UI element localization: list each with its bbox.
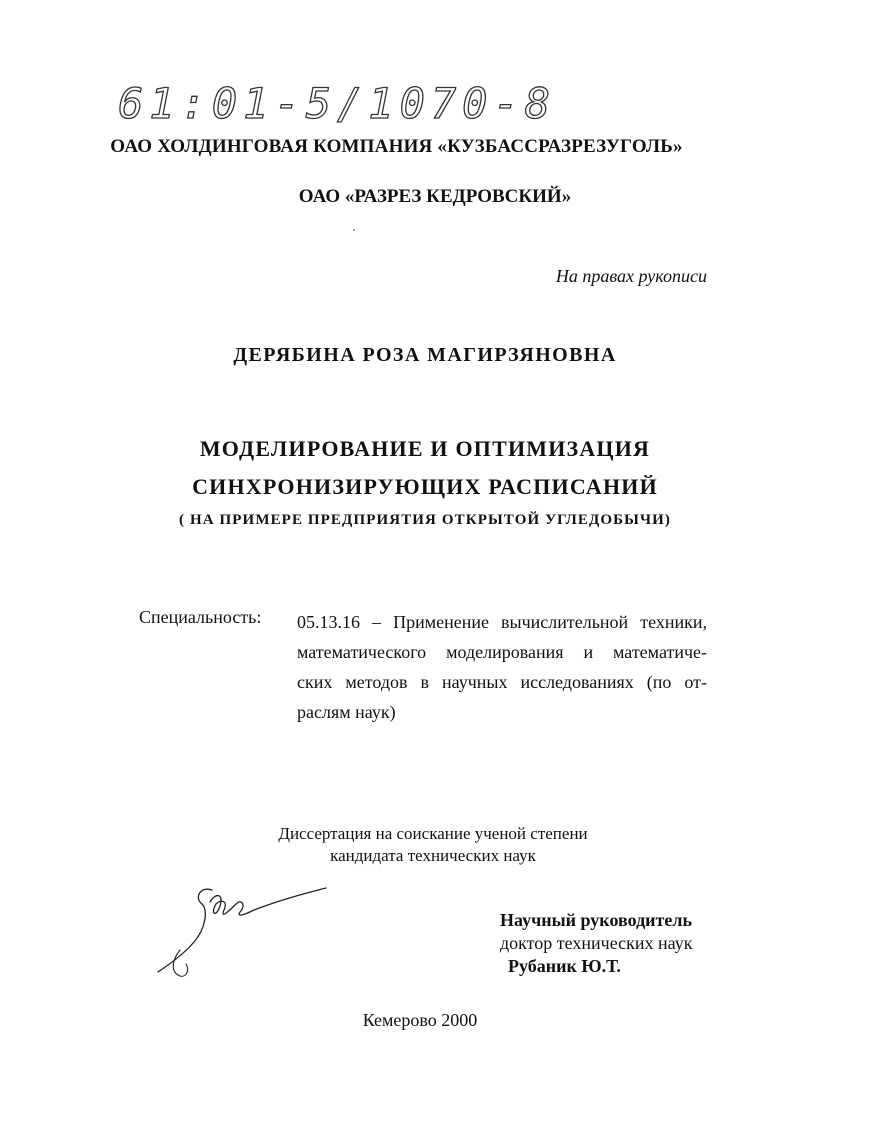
specialty-line: математического моделирования и математиче- — [297, 642, 707, 662]
scan-speck — [353, 229, 355, 231]
specialty-line: ских методов в научных исследованиях (по от- — [297, 672, 707, 692]
rights-note: На правах рукописи — [555, 266, 707, 286]
title-line-1: МОДЕЛИРОВАНИЕ И ОПТИМИЗАЦИЯ — [199, 436, 651, 461]
handwritten-archive-number — [118, 70, 557, 130]
specialty-line: раслям наук) — [297, 702, 396, 722]
title-subtitle: ( НА ПРИМЕРЕ ПРЕДПРИЯТИЯ ОТКРЫТОЙ УГЛЕДОБЫЧИ) — [179, 512, 671, 528]
mine-company-name: ОАО «РАЗРЕЗ КЕДРОВСКИЙ» — [298, 186, 572, 207]
specialty-line: 05.13.16 – Применение вычислительной техники, — [297, 612, 707, 632]
title-line-2: СИНХРОНИЗИРУЮЩИХ РАСПИСАНИЙ — [192, 474, 658, 499]
holding-company-name: ОАО ХОЛДИНГОВАЯ КОМПАНИЯ «КУЗБАССРАЗРЕЗУГОЛЬ» — [110, 136, 683, 157]
signature — [150, 880, 330, 980]
specialty-label: Специальность: — [139, 607, 262, 627]
author-name: ДЕРЯБИНА РОЗА МАГИРЗЯНОВНА — [233, 344, 617, 366]
dissertation-degree-line-2: кандидата технических наук — [330, 846, 536, 865]
specialty-description — [297, 607, 707, 727]
supervisor-degree: доктор технических наук — [500, 933, 693, 953]
signature-flourish — [173, 950, 187, 976]
supervisor-name: Рубаник Ю.Т. — [508, 956, 621, 976]
city-year: Кемерово 2000 — [362, 1010, 478, 1030]
archive-number-text: 61:01-5/1070-8 — [118, 79, 557, 128]
supervisor-role: Научный руководитель — [500, 910, 692, 930]
signature-stroke — [158, 888, 326, 972]
dissertation-degree-line-1: Диссертация на соискание ученой степени — [278, 824, 588, 843]
